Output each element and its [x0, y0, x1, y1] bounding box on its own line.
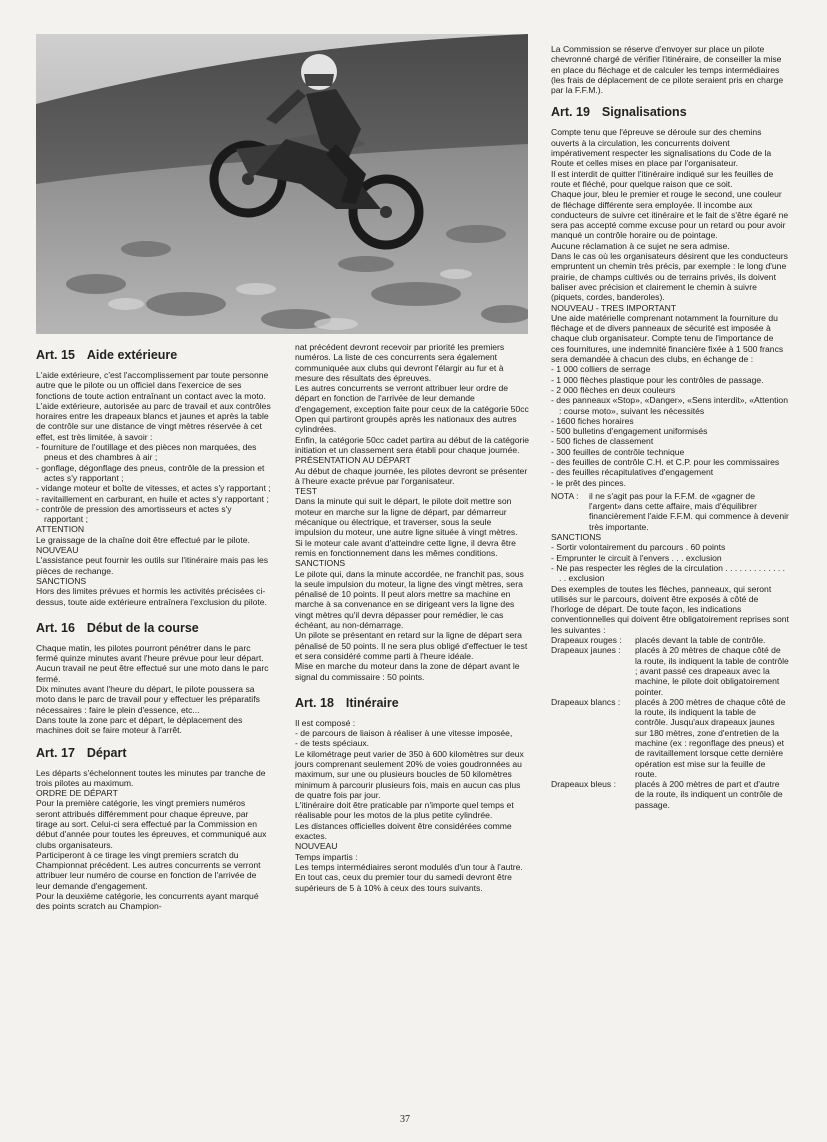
paragraph: Dans la minute qui suit le départ, le pilote doit mettre son moteur en marche sur la ligne de départ, par démarreur mécanique ou électrique, et traverser, sous la seule impulsion du moteur, une autre ligne située à vingt mètres. [295, 496, 518, 538]
flag-label: Drapeaux blancs : [551, 696, 621, 707]
nota-label: NOTA : [551, 490, 579, 501]
flag-text: placés devant la table de contrôle. [635, 635, 766, 646]
article-15-heading: Art. 15 Aide extérieure [36, 348, 178, 362]
list-item: - de tests spéciaux. [295, 738, 370, 749]
paragraph: Dix minutes avant l'heure du départ, le pilote poussera sa moto dans le parc de travail pour y effectuer les préparatifs nécessaires : faire le plein d'essence, etc... [36, 684, 260, 715]
list-item: - des feuilles de contrôle C.H. et C.P. pour les commissaires [551, 456, 780, 467]
list-item: - vidange moteur et boîte de vitesses, et actes s'y rapportant ; [36, 483, 271, 494]
flag-text: placés à 200 mètres de chaque côté de la route, ils indiquent la table de contrôle. Jusqu'aux drapeaux jaunes sur 180 mètres, zone d'entretien de la machine (ex : regonflage des pneus) et de ravitaillement lorsque cette dernière opération est mise sur la feuille de route. [635, 696, 786, 779]
paragraph: Des exemples de toutes les flèches, panneaux, qui seront utilisés sur le parcours, doivent être exposés à côté de l'horloge de départ. De toute façon, les indications conventionnelles qui doivent être obligatoirement reprises sont les suivantes : [551, 583, 789, 635]
photo-motocross-rider [36, 34, 528, 334]
nota-block [551, 491, 789, 532]
column-3 [551, 44, 789, 810]
table-row [551, 635, 789, 645]
paragraph: Il est composé : [295, 717, 356, 728]
paragraph: Chaque matin, les pilotes pourront pénétrer dans le parc fermé quinze minutes avant l'heure prévue pour leur départ. [36, 642, 264, 664]
list-item: - 300 feuilles de contrôle technique [551, 446, 685, 457]
paragraph: Le pilote qui, dans la minute accordée, ne franchit pas, sous la seule impulsion du moteur, la ligne des vingt mètres, sera pénalisé de 10 points. Il peut alors mettre sa machine en marche à sa convenance en se dirigeant vers la ligne des vingt mètres qu'il devra dépasser pour remédier, le cas échéant, au non-démarrage. [295, 568, 524, 631]
subheading: PRÉSENTATION AU DÉPART [295, 455, 411, 466]
subheading: SANCTIONS [551, 532, 602, 543]
list-item: - ravitaillement en carburant, en huile et actes s'y rapportant ; [36, 493, 269, 504]
paragraph: Un pilote se présentant en retard sur la ligne de départ sera pénalisé de 50 points. Il ne sera plus obligé d'effectuer le test et sera considéré comme parti à l'heure idéale. [295, 630, 528, 661]
list-item: - fourniture de l'outillage et des pièces non marquées, des pneus et des chambres à air ; [36, 442, 257, 463]
article-17-heading: Art. 17 Départ [36, 745, 127, 760]
list-item: - Sortir volontairement du parcours . 60 points [551, 542, 726, 553]
subheading: TEST [295, 486, 317, 497]
article-16-heading: Art. 16 Début de la course [36, 620, 199, 635]
list-item: - Emprunter le circuit à l'envers . . . exclusion [551, 552, 722, 563]
list-item: - des panneaux «Stop», «Danger», «Sens interdit», «Attention : course moto», suivant les nécessités [551, 395, 788, 416]
paragraph: Participeront à ce tirage les vingt premiers scratch du Championnat précédent. Les autres concurrents se verront attribuer leur numéro de course en fonction de l'arrivée de leur demande d'engagement. [36, 849, 261, 891]
subheading: SANCTIONS [295, 558, 346, 569]
article-19-heading: Art. 19 Signalisations [551, 105, 687, 120]
flags-table [551, 635, 789, 810]
nota-text: il ne s'agit pas pour la F.F.M. de «gagner de l'argent» dans cette affaire, mais d'équilibrer financièrement l'aide F.F.M. qui commence à devenir très importante. [589, 490, 789, 532]
paragraph: Chaque jour, bleu le premier et rouge le second, une couleur de fléchage différente sera employée. Il incombe aux conducteurs de suivre cet itinéraire et le fait de s'être égaré ne sera pas accepté comme excuse pour un retard ou pour avoir manqué un contrôle horaire ou de pointage. [551, 189, 789, 241]
paragraph: L'assistance peut fournir les outils sur l'itinéraire mais pas les pièces de rechange. [36, 555, 269, 576]
flag-text: placés à 20 mètres de chaque côté de la route, ils indiquent la table de contrôle ; avant passé ces drapeaux avec la machine, le pilote doit obligatoirement pointer. [635, 645, 789, 697]
paragraph: Aucun travail ne peut être effectué sur une moto dans le parc fermé. [36, 663, 269, 684]
subheading: NOUVEAU [295, 841, 338, 852]
list-item: - 1 000 colliers de serrage [551, 364, 651, 375]
paragraph: Les départs s'échelonnent toutes les minutes par tranche de trois pilotes au maximum. [36, 767, 266, 788]
list-item: - 1 000 flèches plastique pour les contrôles de passage. [551, 374, 764, 385]
paragraph: Si le moteur cale avant d'atteindre cette ligne, il devra être remis en fonctionnement dans les mêmes conditions. [295, 537, 516, 558]
paragraph: Hors des limites prévues et hormis les activités précisées ci-dessus, toute aide extérieure entraînera l'exclusion du pilote. [36, 586, 267, 607]
subheading: ORDRE DE DÉPART [36, 788, 118, 799]
flag-label: Drapeaux rouges : [551, 635, 622, 646]
flag-text: placés à 200 mètres de part et d'autre de la route, ils indiquent un contrôle de passage. [635, 779, 783, 810]
subheading: NOUVEAU [36, 545, 79, 556]
paragraph: Les distances officielles doivent être considérées comme exactes. [295, 820, 512, 842]
paragraph: L'aide extérieure, autorisée au parc de travail et aux contrôles horaires entre les drapeaux blancs et jaunes et après la table de contrôle sur une distance de vingt mètres réservée à cet effet, est très limitée, à savoir : [36, 400, 271, 442]
list-item: - 500 bulletins d'engagement uniformisés [551, 426, 708, 437]
paragraph: Dans toute la zone parc et départ, le déplacement des machines doit se faire moteur à l'arrêt. [36, 714, 243, 736]
paragraph: Aucune réclamation à ce sujet ne sera admise. [551, 240, 730, 251]
table-row [551, 697, 789, 779]
paragraph: Dans le cas où les organisateurs désirent que les conducteurs empruntent un chemin très précis, par exemple : le long d'une prairie, de champs cultivés ou de terrains privés, ils doivent baliser avec précision et clairement le chemin à suivre (piquets, cordes, banderoles). [551, 251, 788, 303]
table-row [551, 779, 789, 810]
list-item: - 500 fiches de classement [551, 436, 654, 447]
paragraph: Temps impartis : [295, 851, 358, 862]
paragraph: Enfin, la catégorie 50cc cadet partira au début de la catégorie initiation et un classement sera établi pour chaque journée. [295, 434, 530, 455]
flag-label: Drapeaux bleus : [551, 779, 616, 790]
paragraph: Pour la deuxième catégorie, les concurrents ayant marqué des points scratch au Champion- [36, 891, 259, 912]
list-item: - 2 000 flèches en deux couleurs [551, 384, 676, 395]
list-item: - de parcours de liaison à réaliser à une vitesse imposée, [295, 728, 513, 739]
list-item: - contrôle de pression des amortisseurs et actes s'y rapportant ; [36, 503, 232, 525]
list-item: - Ne pas respecter les règles de la circulation . . . . . . . . . . . . . . . exclusion [551, 562, 786, 584]
list-item: - des feuilles récapitulatives d'engagement [551, 467, 714, 478]
motorcycle-rider-photo [36, 34, 528, 334]
flag-label: Drapeaux jaunes : [551, 645, 621, 656]
paragraph: Les temps intermédiaires seront modulés d'un tour à l'autre. En tout cas, ceux du premier tour du samedi devront être supérieurs de 5 à 10% à ceux des tours suivants. [295, 861, 523, 893]
list-item: - 1600 fiches horaires [551, 415, 634, 426]
table-row [551, 645, 789, 696]
paragraph: nat précédent devront recevoir par priorité les premiers numéros. La liste de ces concurrents sera également communiquée aux clubs qui devront l'élargir au fur et à mesure des résultats des épreuves. [295, 342, 505, 383]
paragraph: Mise en marche du moteur dans la zone de départ avant le signal du commissaire : 50 points. [295, 661, 520, 682]
paragraph: Pour la première catégorie, les vingt premiers numéros seront attribués différemment pour chaque épreuve, par tirage au sort. Celui-ci sera effectué par la Commission en début d'année pour toutes les épreuves, et communiqué aux clubs organisateurs. [36, 798, 267, 850]
paragraph: Les autres concurrents se verront attribuer leur ordre de départ en fonction de l'arrivée de leur demande d'engagement, exception faite pour ceux de la catégorie 50cc Open qui partiront groupés après les nationaux des autres cylindrées. [295, 383, 529, 435]
list-item: - gonflage, dégonflage des pneus, contrôle de la pression et actes s'y rapportant ; [36, 462, 265, 483]
page-number: 37 [400, 1114, 410, 1125]
subheading: ATTENTION [36, 524, 85, 535]
column-1 [36, 338, 271, 912]
subheading: NOUVEAU - TRES IMPORTANT [551, 302, 677, 313]
paragraph: Il est interdit de quitter l'itinéraire indiqué sur les feuilles de route et fléché, pour quelque raison que ce soit. [551, 168, 774, 189]
paragraph: L'itinéraire doit être praticable par n'importe quel temps et réalisable pour les motos de la plus petite cylindrée. [295, 800, 514, 821]
subheading: SANCTIONS [36, 575, 87, 586]
paragraph: Compte tenu que l'épreuve se déroule sur des chemins ouverts à la circulation, les concurrents doivent impérativement respecter les signalisations du Code de la Route et celles mises en place par l'organisateur. [551, 127, 772, 169]
paragraph: Au début de chaque journée, les pilotes devront se présenter à l'heure exacte prévue par l'organisateur. [295, 465, 528, 486]
paragraph: Le kilométrage peut varier de 350 à 600 kilomètres sur deux jours comprenant seulement 20% de voies goudronnées au maximum, sur une ou plusieurs boucles de 50 kilomètres minimum à parcourir plusieurs fois, mais en aucun cas plus de quatre fois par jour. [295, 748, 524, 800]
column-2 [295, 342, 530, 893]
paragraph: Le graissage de la chaîne doit être effectué par le pilote. [36, 534, 250, 545]
paragraph: Une aide matérielle comprenant notamment la fourniture du fléchage et de divers panneaux de sécurité est imposée à chaque club organisateur. Compte tenu de l'importance de ces fournitures, une indemnité financière fixée à 1 500 francs sera demandée à chacun des clubs, en échange de : [551, 312, 784, 365]
article-18-heading: Art. 18 Itinéraire [295, 695, 399, 710]
paragraph: L'aide extérieure, c'est l'accomplissement par toute personne autre que le pilote ou un officiel dans l'exercice de ses fonctions de toute action entraînant un contact avec la moto. [36, 370, 269, 401]
paragraph: La Commission se réserve d'envoyer sur place un pilote chevronné chargé de vérifier l'itinéraire, de conseiller la mise en place du fléchage et de calculer les temps intermédiaires (les frais de déplacement de ce pilote seraient pris en charge par la F.F.M.). [551, 44, 784, 96]
list-item: - le prêt des pinces. [551, 477, 626, 488]
